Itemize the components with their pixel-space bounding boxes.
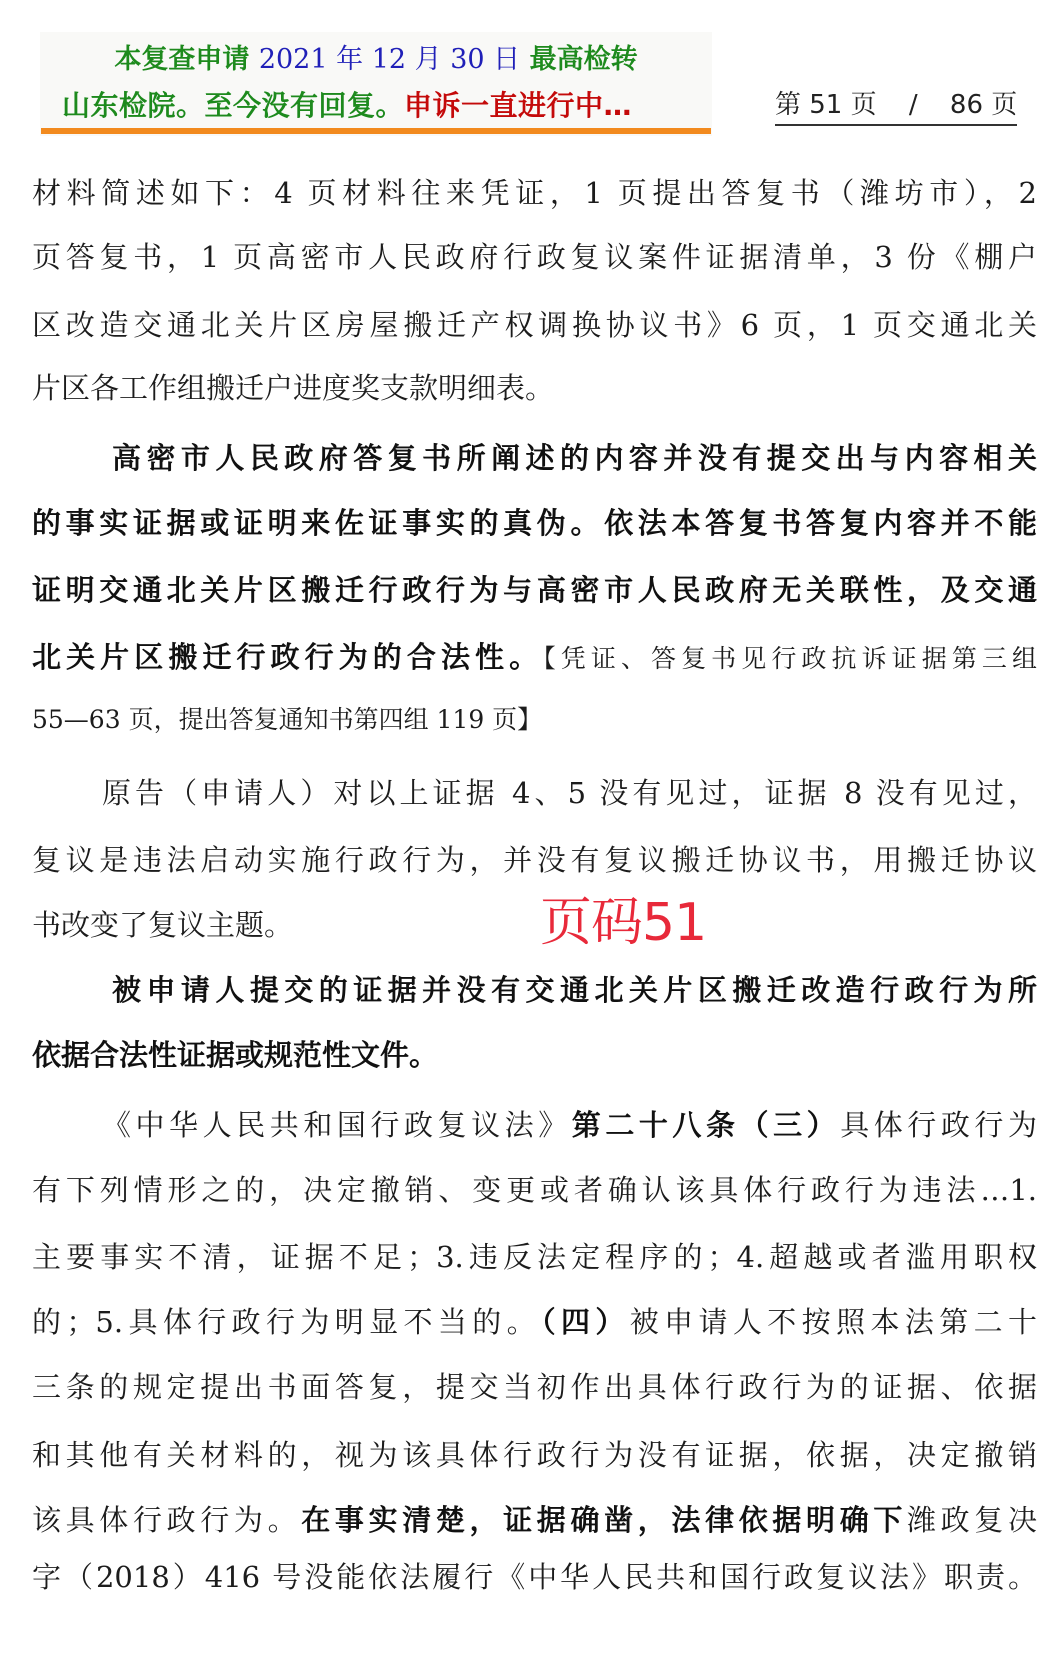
text-line: 和其他有关材料的，视为该具体行政行为没有证据，依据，决定撤销 <box>32 1438 1037 1472</box>
law-article: 第二十八条（三） <box>571 1108 841 1142</box>
text-line-mixed <box>102 1105 1037 1145</box>
law-title: 《中华人民共和国行政复议法》 <box>102 1108 572 1142</box>
text-segment: 被申请人不按照本法第二十 <box>629 1305 1037 1339</box>
text-line-bold: 被申请人提交的证据并没有交通北关片区搬迁改造行政行为所 <box>112 973 1037 1007</box>
text-line: 原告（申请人）对以上证据 4、5 没有见过，证据 8 没有见过， <box>102 776 1037 810</box>
text-line-bold: 的事实证据或证明来佐证事实的真伪。依法本答复书答复内容并不能 <box>32 506 1037 540</box>
evidence-reference-line: 55—63 页，提出答复通知书第四组 119 页】 <box>32 705 543 734</box>
text-line: 区改造交通北关片区房屋搬迁产权调换协议书》6 页，1 页交通北关 <box>32 308 1037 342</box>
bold-segment: 北关片区搬迁行政行为的合法性。 <box>32 640 544 674</box>
evidence-reference: 【凭证、答复书见行政抗诉证据第三组 <box>543 644 1037 673</box>
banner-line-2 <box>62 88 734 124</box>
banner-line-1 <box>40 42 712 78</box>
text-segment: 的；5.具体行政行为明显不当的。 <box>32 1305 542 1339</box>
text-line-bold: 证明交通北关片区搬迁行政行为与高密市人民政府无关联性，及交通 <box>32 573 1037 607</box>
text-line: 有下列情形之的，决定撤销、变更或者确认该具体行政行为违法…1. <box>32 1173 1037 1207</box>
text-segment: 具体行政行为 <box>840 1108 1037 1142</box>
text-line-mixed <box>32 1302 1037 1342</box>
banner-status-text: 申诉一直进行中… <box>404 89 633 122</box>
text-segment: 潍政复决 <box>907 1503 1037 1537</box>
banner-underline <box>41 128 711 134</box>
text-line-mixed <box>32 1500 1037 1540</box>
text-line: 字（2018）416 号没能依法履行《中华人民共和国行政复议法》职责。 <box>32 1560 1037 1594</box>
text-line: 复议是违法启动实施行政行为，并没有复议搬迁协议书，用搬迁协议 <box>32 843 1037 877</box>
page-number-stamp: 页码51 <box>540 893 707 953</box>
page-counter <box>775 90 1017 126</box>
page-separator: / <box>908 90 918 120</box>
text-line: 书改变了复议主题。 <box>32 908 294 942</box>
appeal-status-banner <box>40 32 712 136</box>
banner-date: 2021 年 12 月 30 日 <box>258 44 521 75</box>
text-line: 页答复书，1 页高密市人民政府行政复议案件证据清单，3 份《棚户 <box>32 240 1037 274</box>
text-segment: 该具体行政行为。 <box>32 1503 302 1537</box>
banner-text: 本复查申请 <box>114 44 250 75</box>
text-line-bold: 依据合法性证据或规范性文件。 <box>32 1038 439 1072</box>
text-line: 材料简述如下：4 页材料往来凭证，1 页提出答复书（潍坊市），2 <box>32 176 1037 210</box>
banner-text: 山东检院。至今没有回复。 <box>62 89 405 122</box>
text-line: 主要事实不清，证据不足；3.违反法定程序的；4.超越或者滥用职权 <box>32 1240 1037 1274</box>
text-line-mixed <box>32 637 1037 677</box>
text-line: 片区各工作组搬迁户进度奖支款明细表。 <box>32 371 555 405</box>
text-line: 三条的规定提出书面答复，提交当初作出具体行政行为的证据、依据 <box>32 1370 1037 1404</box>
total-pages-label: 86 页 <box>949 90 1018 120</box>
banner-text: 最高检转 <box>529 44 638 75</box>
law-clause: （四） <box>541 1305 630 1339</box>
current-page-label: 第 51 页 <box>775 90 877 120</box>
text-line-bold: 高密市人民政府答复书所阐述的内容并没有提交出与内容相关 <box>112 441 1037 475</box>
bold-segment: 在事实清楚，证据确凿，法律依据明确下 <box>301 1503 907 1537</box>
